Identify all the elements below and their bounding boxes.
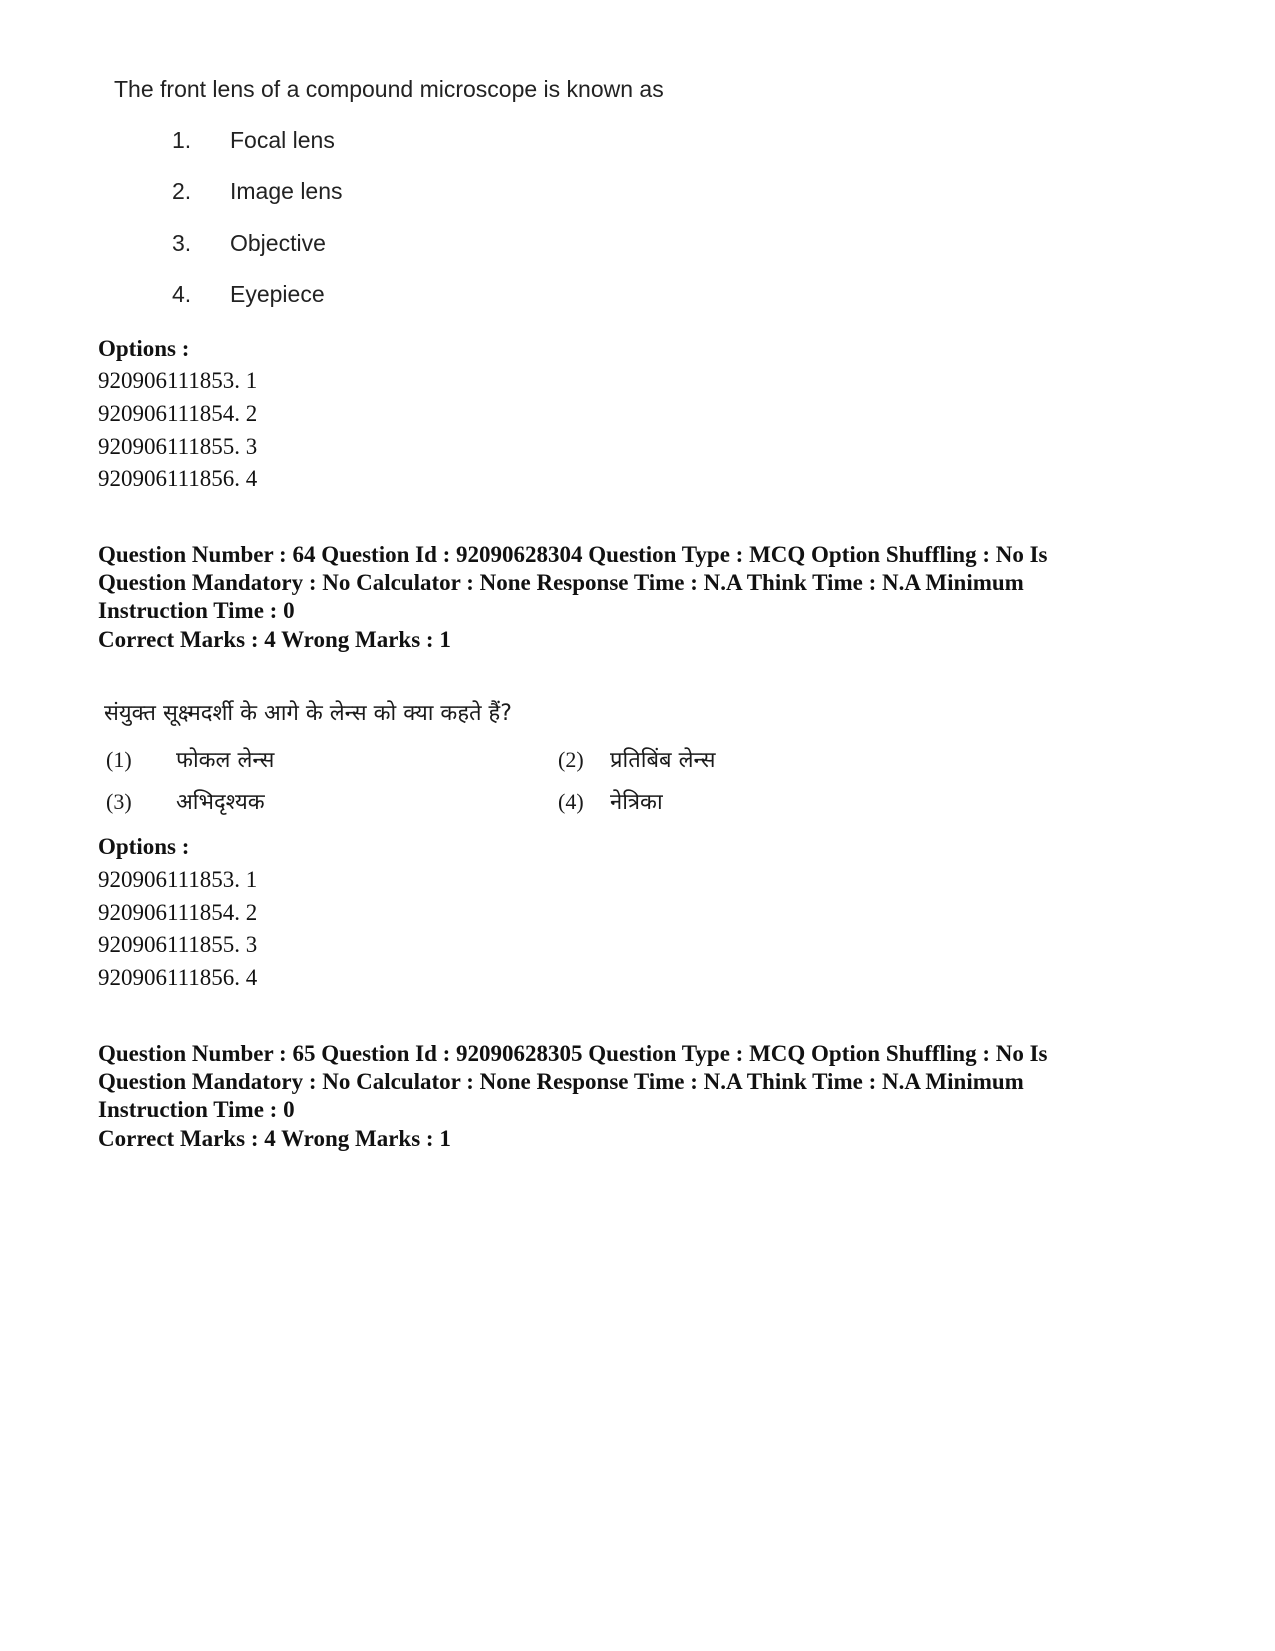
question-63-choice-1 bbox=[172, 127, 335, 154]
choice-label: नेत्रिका bbox=[610, 790, 663, 815]
choice-number: 2. bbox=[172, 178, 192, 204]
options-heading: Options : bbox=[98, 834, 190, 859]
choice-label: Focal lens bbox=[230, 127, 335, 153]
choice-label: प्रतिबिंब लेन्स bbox=[610, 748, 716, 773]
question-64-choice-1 bbox=[106, 744, 274, 774]
question-64-hindi-text: संयुक्त सूक्ष्मदर्शी के आगे के लेन्स को क्या कहते हैं? bbox=[104, 701, 512, 726]
choice-label: फोकल लेन्स bbox=[176, 748, 275, 773]
option-id-line: 920906111856. 4 bbox=[98, 965, 258, 990]
meta-line: Question Number : 64 Question Id : 92090628304 Question Type : MCQ Option Shuffling : No Is bbox=[98, 542, 1048, 567]
choice-number: (4) bbox=[558, 789, 584, 814]
question-64-choice-2 bbox=[558, 744, 715, 774]
choice-label: Eyepiece bbox=[230, 281, 325, 307]
meta-line: Instruction Time : 0 bbox=[98, 1097, 295, 1122]
choice-number: 1. bbox=[172, 127, 192, 153]
options-heading: Options : bbox=[98, 336, 190, 361]
meta-line: Question Mandatory : No Calculator : None Response Time : N.A Think Time : N.A Minimum bbox=[98, 1069, 1024, 1094]
question-64-marks: Correct Marks : 4 Wrong Marks : 1 bbox=[98, 627, 451, 652]
choice-label: Image lens bbox=[230, 178, 343, 204]
question-63-choice-2 bbox=[172, 178, 343, 205]
choice-number: (2) bbox=[558, 747, 584, 772]
question-65-meta bbox=[98, 1040, 1178, 1124]
question-63-choice-4 bbox=[172, 281, 325, 308]
meta-line: Instruction Time : 0 bbox=[98, 598, 295, 623]
question-65-marks: Correct Marks : 4 Wrong Marks : 1 bbox=[98, 1126, 451, 1151]
meta-line: Question Number : 65 Question Id : 92090628305 Question Type : MCQ Option Shuffling : No Is bbox=[98, 1041, 1048, 1066]
question-64-meta bbox=[98, 541, 1178, 625]
choice-number: (1) bbox=[106, 747, 132, 772]
choice-label: Objective bbox=[230, 230, 326, 256]
option-id-line: 920906111853. 1 bbox=[98, 368, 258, 393]
option-id-line: 920906111854. 2 bbox=[98, 900, 258, 925]
option-id-line: 920906111853. 1 bbox=[98, 867, 258, 892]
option-id-line: 920906111854. 2 bbox=[98, 401, 258, 426]
option-id-line: 920906111855. 3 bbox=[98, 434, 258, 459]
question-63-text: The front lens of a compound microscope is known as bbox=[114, 76, 664, 102]
option-id-line: 920906111855. 3 bbox=[98, 932, 258, 957]
question-63-choice-3 bbox=[172, 230, 326, 257]
question-64-choice-3 bbox=[106, 786, 265, 816]
meta-line: Question Mandatory : No Calculator : None Response Time : N.A Think Time : N.A Minimum bbox=[98, 570, 1024, 595]
option-id-line: 920906111856. 4 bbox=[98, 466, 258, 491]
question-64-choice-4 bbox=[558, 786, 663, 816]
choice-number: 3. bbox=[172, 230, 192, 256]
choice-number: (3) bbox=[106, 789, 132, 814]
choice-label: अभिदृश्यक bbox=[176, 790, 265, 815]
choice-number: 4. bbox=[172, 281, 192, 307]
